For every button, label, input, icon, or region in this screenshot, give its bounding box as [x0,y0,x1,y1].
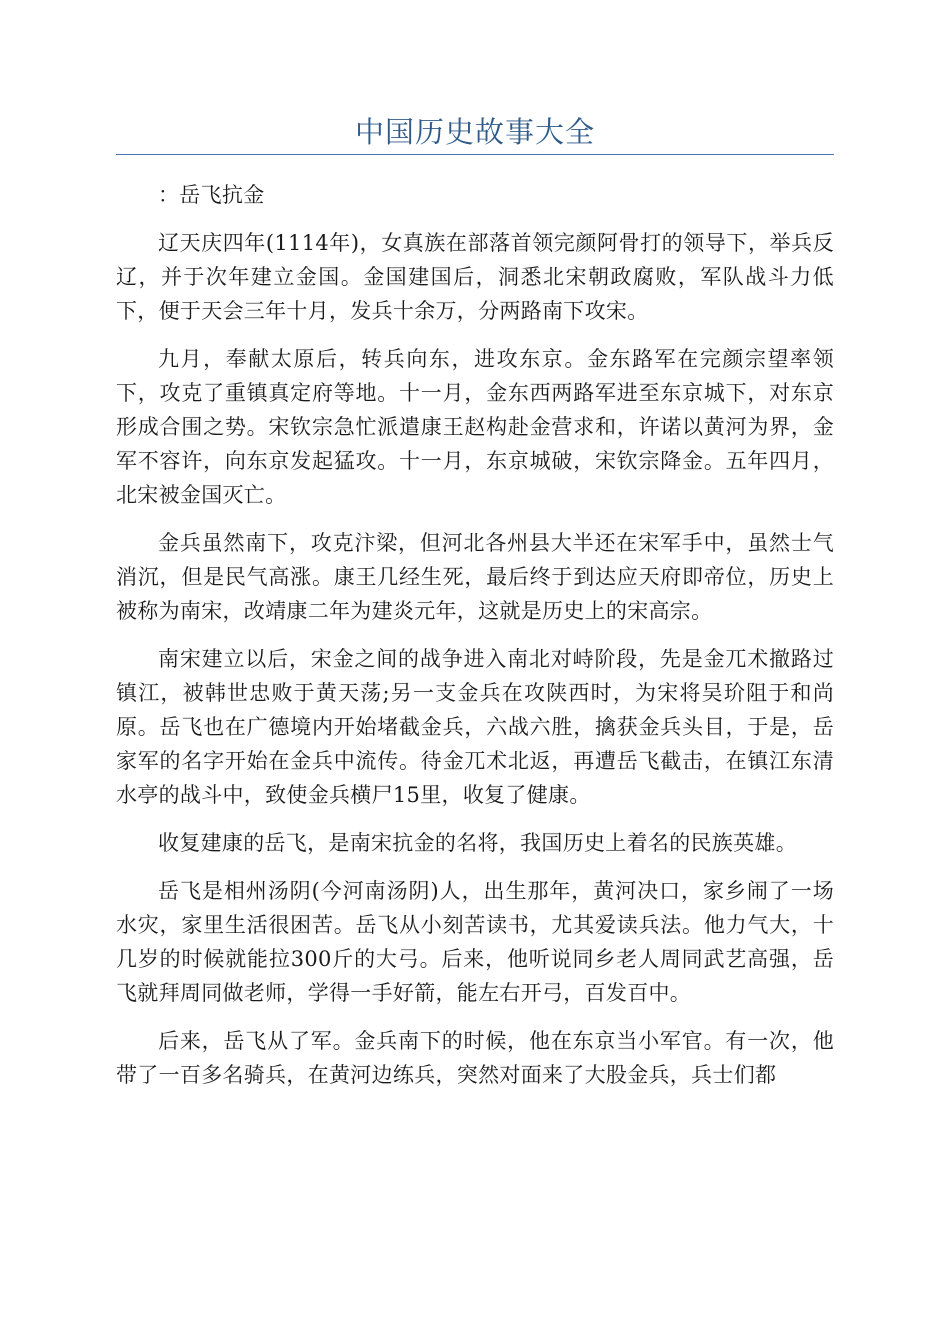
paragraph: 金兵虽然南下，攻克汴梁，但河北各州县大半还在宋军手中，虽然士气消沉，但是民气高涨。康王几经生死，最后终于到达应天府即帝位，历史上被称为南宋，改靖康二年为建炎元年，这就是历史上的宋高宗。 [116,531,834,623]
paragraph: 收复建康的岳飞，是南宋抗金的名将，我国历史上着名的民族英雄。 [158,831,797,855]
paragraph: 岳飞是相州汤阴(今河南汤阴)人，出生那年，黄河决口，家乡闹了一场水灾，家里生活很困苦。岳飞从小刻苦读书，尤其爱读兵法。他力气大，十几岁的时候就能拉300斤的大弓。后来，他听说同乡老人周同武艺高强，岳飞就拜周同做老师，学得一手好箭，能左右开弓，百发百中。 [116,879,834,1005]
title-underline [116,154,834,155]
paragraph: 后来，岳飞从了军。金兵南下的时候，他在东京当小军官。有一次，他带了一百多名骑兵，在黄河边练兵，突然对面来了大股金兵，兵士们都 [116,1029,834,1087]
paragraph: 南宋建立以后，宋金之间的战争进入南北对峙阶段，先是金兀术撤路过镇江，被韩世忠败于黄天荡;另一支金兵在攻陕西时，为宋将吴玠阻于和尚原。岳飞也在广德境内开始堵截金兵，六战六胜，擒获金兵头目，于是，岳家军的名字开始在金兵中流传。待金兀术北返，再遭岳飞截击，在镇江东清水亭的战斗中，致使金兵横尸15里，收复了健康。 [116,647,834,807]
paragraph: 辽天庆四年(1114年)，女真族在部落首领完颜阿骨打的领导下，举兵反辽，并于次年建立金国。金国建国后，洞悉北宋朝政腐败，军队战斗力低下，便于天会三年十月，发兵十余万，分两路南下攻宋。 [116,231,834,323]
paragraph: 九月，奉献太原后，转兵向东，进攻东京。金东路军在完颜宗望率领下，攻克了重镇真定府等地。十一月，金东西两路军进至东京城下，对东京形成合围之势。宋钦宗急忙派遣康王赵构赴金营求和，许诺以黄河为界，金军不容许，向东京发起猛攻。十一月，东京城破，宋钦宗降金。五年四月，北宋被金国灭亡。 [116,347,834,507]
page-title: 中国历史故事大全 [354,115,595,149]
section-heading: ：岳飞抗金 [158,183,265,207]
article-body [116,178,834,1106]
